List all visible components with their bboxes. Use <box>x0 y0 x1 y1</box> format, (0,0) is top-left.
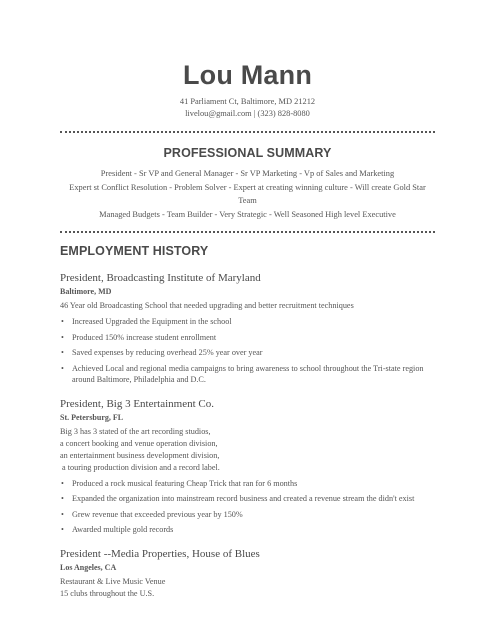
bullet-icon: • <box>61 363 64 373</box>
description-line: Restaurant & Live Music Venue <box>60 576 166 586</box>
email-phone-line: livelou@gmail.com | (323) 828-8080 <box>185 109 310 118</box>
job-location: St. Petersburg, FL <box>60 412 124 422</box>
bullet-icon: • <box>61 332 64 342</box>
summary-heading: PROFESSIONAL SUMMARY <box>163 146 332 160</box>
achievement-item <box>61 524 435 536</box>
job-description <box>60 300 435 312</box>
address-line: 41 Parliament Ct, Baltimore, MD 21212 <box>179 97 316 106</box>
achievement-item <box>61 332 435 344</box>
achievement-item <box>61 363 435 386</box>
summary-line: Managed Budgets - Team Builder - Very Strategic - Well Seasoned High level Executive <box>99 209 396 219</box>
achievement-item <box>61 478 435 490</box>
achievement-text: Awarded multiple gold records <box>72 525 174 534</box>
achievement-text: Produced 150% increase student enrollment <box>72 332 217 342</box>
contact-block <box>60 96 435 120</box>
job-description <box>60 576 435 600</box>
bullet-icon: • <box>61 525 64 534</box>
achievement-item <box>61 316 435 328</box>
job-title: President --Media Properties, House of Blues <box>60 547 260 560</box>
description-line: a concert booking and venue operation division, <box>60 438 218 448</box>
achievement-text: Saved expenses by reducing overhead 25% year over year <box>72 348 263 357</box>
bullet-icon: • <box>61 348 64 357</box>
description-line: Big 3 has 3 stated of the art recording studios, <box>60 426 211 436</box>
description-line: 15 clubs throughout the U.S. <box>60 588 155 598</box>
bullet-icon: • <box>61 509 64 519</box>
achievement-text: Produced a rock musical featuring Cheap Trick that ran for 6 months <box>72 478 298 488</box>
divider <box>60 231 435 233</box>
achievement-item <box>61 347 435 359</box>
achievement-item <box>61 509 435 521</box>
achievement-text: Expanded the organization into mainstream record business and created a revenue stream the didn't exist <box>72 494 415 503</box>
job-entry <box>60 398 435 536</box>
description-line: an entertainment business development division, <box>60 450 220 460</box>
job-location: Los Angeles, CA <box>60 562 117 572</box>
achievement-text: Grew revenue that exceeded previous year by 150% <box>72 509 243 519</box>
job-title: President, Big 3 Entertainment Co. <box>60 397 214 410</box>
job-entry <box>60 272 435 386</box>
job-title: President, Broadcasting Institute of Maryland <box>60 272 261 284</box>
bullet-icon: • <box>61 317 64 326</box>
summary-line: Expert st Conflict Resolution - Problem Solver - Expert at creating winning culture - Will create Gold Star Team <box>69 182 426 205</box>
jobs-list <box>60 272 435 600</box>
achievement-text: Increased Upgraded the Equipment in the school <box>72 317 232 326</box>
candidate-name: Lou Mann <box>182 60 313 90</box>
bullet-icon: • <box>61 494 64 503</box>
achievements-list <box>60 316 435 386</box>
job-entry <box>60 548 435 600</box>
summary-line: President - Sr VP and General Manager - Sr VP Marketing - Vp of Sales and Marketing <box>100 169 395 178</box>
summary-text <box>60 167 435 221</box>
employment-heading: EMPLOYMENT HISTORY <box>60 244 209 258</box>
achievement-text: Achieved Local and regional media campaigns to bring awareness to school throughout the Tri-state region around Baltimore, Philadelphia and D.C. <box>72 363 424 384</box>
bullet-icon: • <box>61 478 64 488</box>
achievement-item <box>61 493 435 505</box>
achievements-list <box>60 478 435 536</box>
job-description <box>60 426 435 474</box>
divider <box>60 131 435 133</box>
description-line: a touring production division and a record label. <box>60 462 220 472</box>
description-line: 46 Year old Broadcasting School that needed upgrading and better recruitment techniques <box>60 301 354 310</box>
job-location: Baltimore, MD <box>60 287 112 296</box>
